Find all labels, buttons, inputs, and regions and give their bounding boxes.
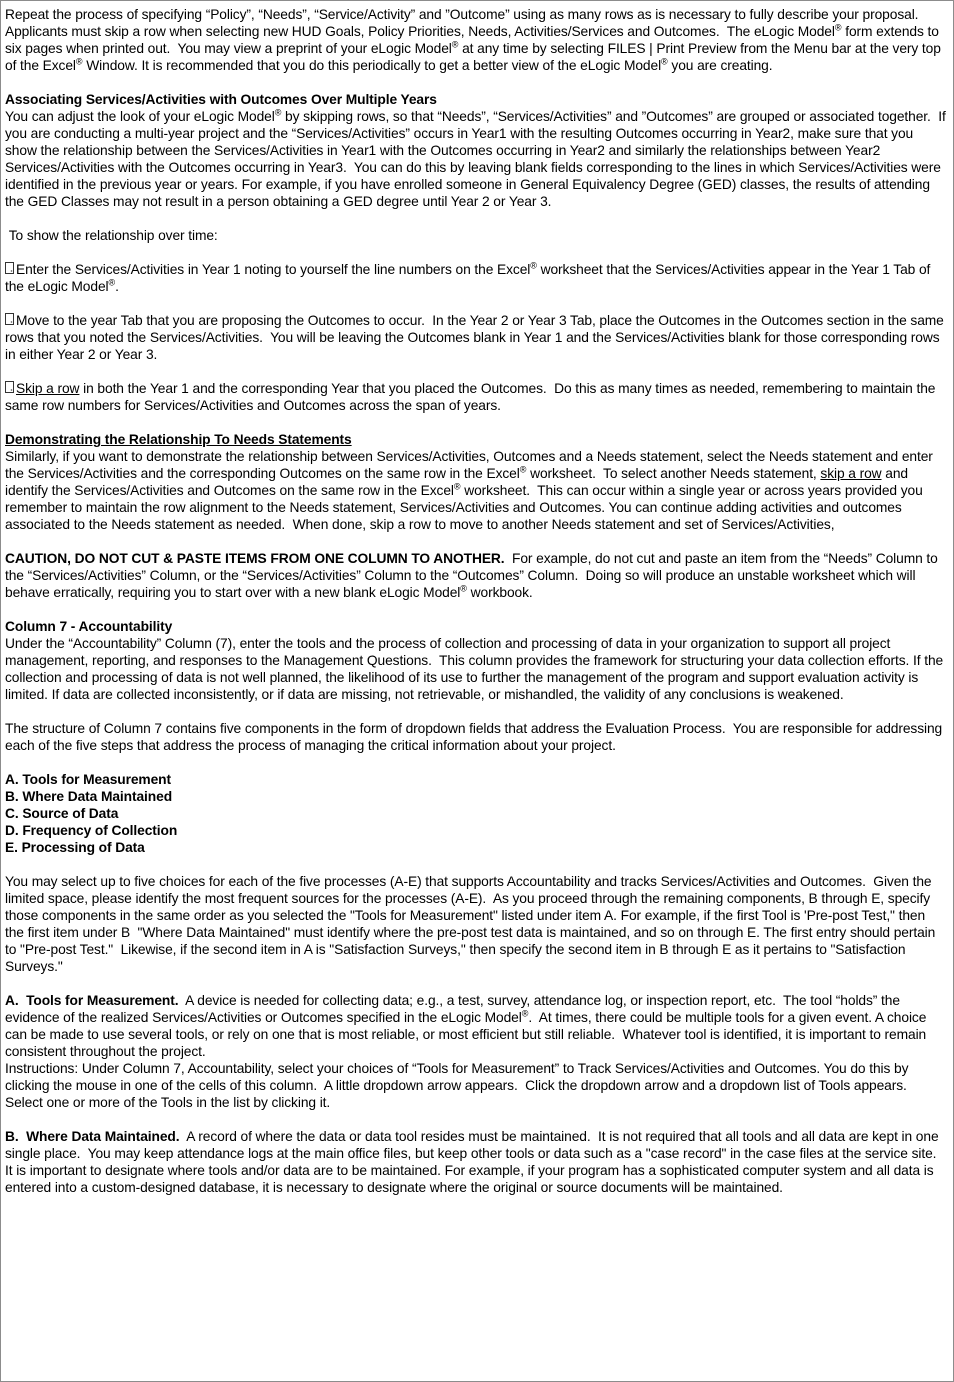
registered-trademark-sup: ® bbox=[519, 464, 527, 475]
blank-line bbox=[5, 363, 947, 380]
blank-line bbox=[5, 856, 947, 873]
list-item-e bbox=[5, 839, 947, 856]
registered-trademark-sup: ® bbox=[460, 583, 467, 594]
text-run: at any time by selecting FILES | Print Preview from the Menu bar at the very top of the Excel bbox=[5, 41, 945, 73]
text-run: D. Frequency of Collection bbox=[5, 823, 178, 838]
heading-column7 bbox=[5, 618, 947, 635]
text-run: worksheet. This can occur within a single year or across years provided you remember to maintain the row alignment to the Needs statement, Services/Activities and Outcomes. You can continue adding activities and outcomes associated to the Needs statement as needed. When done, skip a row to move to another Needs statement and set of Services/Activities, bbox=[5, 483, 927, 532]
text-run: and identify the Services/Activities and Outcomes on the same row in the Excel bbox=[5, 466, 912, 498]
bullet-move bbox=[5, 312, 947, 363]
tools-measurement-paragraph bbox=[5, 992, 947, 1060]
registered-trademark-sup: ® bbox=[451, 39, 459, 50]
text-run: form extends to six pages when printed out. You may view a preprint of your eLogic Model bbox=[5, 24, 943, 56]
missing-glyph-bullet-icon bbox=[5, 262, 14, 274]
registered-trademark-sup: ® bbox=[75, 56, 83, 67]
text-run: A. Tools for Measurement bbox=[5, 772, 171, 787]
caution-paragraph bbox=[5, 550, 947, 601]
text-run: Instructions: Under Column 7, Accountability, select your choices of “Tools for Measurement” to Track Services/Activities and Outcomes. You do this by clicking the mouse in one of the cells of this column. A little dropdown arrow appears. Click the dropdown arrow and a dropdown list of Tools appears. Select one or more of the Tools in the list by clicking it. bbox=[5, 1061, 915, 1110]
text-run: in both the Year 1 and the corresponding Year that you placed the Outcomes. Do this as many times as needed, remembering to maintain the same row numbers for Services/Activities and Outcomes across the span of years. bbox=[5, 381, 940, 413]
text-run: A. Tools for Measurement. bbox=[5, 993, 179, 1008]
text-run: Window. It is recommended that you do this periodically to get a better view of the eLogic Model bbox=[82, 58, 662, 73]
text-run: Column 7 - Accountability bbox=[5, 619, 173, 634]
text-run: E. Processing of Data bbox=[5, 840, 145, 855]
demonstrating-paragraph bbox=[5, 448, 947, 533]
blank-line bbox=[5, 74, 947, 91]
structure-paragraph bbox=[5, 720, 947, 754]
text-run: B. Where Data Maintained. bbox=[5, 1129, 180, 1144]
text-run: by skipping rows, so that “Needs”, “Services/Activities” and ”Outcomes” are grouped or associated together. If you are conducting a multi-year project and the “Services/Activities” occurs in Year1 with the resulting Outcomes occurring in Year2, make sure that you show the relationship between the Services/Activities in Year1 with the Outcomes occurring in Year2 and similarly the relationships between Year2 Services/Activities with the Outcomes occurring in Year3. You can do this by leaving blank fields corresponding to the lines in which Services/Activities were identified in the previous year or years. For example, if you have enrolled someone in General Equivalency Degree (GED) classes, the results of attending the GED Classes may not result in a person obtaining a GED degree until Year 2 or Year 3. bbox=[5, 109, 950, 209]
blank-line bbox=[5, 533, 947, 550]
list-item-a bbox=[5, 771, 947, 788]
text-run: B. Where Data Maintained bbox=[5, 789, 173, 804]
text-run: you are creating. bbox=[667, 58, 773, 73]
text-run: Associating Services/Activities with Outcomes Over Multiple Years bbox=[5, 92, 437, 107]
heading-associating bbox=[5, 91, 947, 108]
text-run: worksheet that the Services/Activities appear in the Year 1 Tab of the eLogic Model bbox=[5, 262, 935, 294]
registered-trademark-sup: ® bbox=[530, 260, 537, 271]
blank-line bbox=[5, 703, 947, 720]
text-run: worksheet. To select another Needs statement, bbox=[526, 466, 821, 481]
list-item-c bbox=[5, 805, 947, 822]
relationship-intro bbox=[5, 227, 947, 244]
registered-trademark-sup: ® bbox=[453, 481, 461, 492]
text-run: skip a row bbox=[820, 466, 882, 481]
text-run: C. Source of Data bbox=[5, 806, 119, 821]
blank-line bbox=[5, 210, 947, 227]
registered-trademark-sup: ® bbox=[108, 277, 116, 288]
registered-trademark-sup: ® bbox=[834, 22, 842, 33]
list-item-d bbox=[5, 822, 947, 839]
blank-line bbox=[5, 295, 947, 312]
text-run: Demonstrating the Relationship To Needs Statements bbox=[5, 432, 352, 447]
blank-line bbox=[5, 414, 947, 431]
text-run: A record of where the data or data tool resides must be maintained. It is not required that all tools and all data are kept in one single place. You may keep attendance logs at the main office files, but keep other tools or data such as a "case record" in the case files at the service site. It is important to designate where tools and/or data are to be maintained. For example, if your program has a sophisticated computer system and all data is entered into a custom-designed database, it is necessary to designate where the original or source documents will be maintained. bbox=[5, 1129, 944, 1195]
text-run: workbook. bbox=[466, 585, 533, 600]
registered-trademark-sup: ® bbox=[661, 56, 668, 67]
text-run: You may select up to five choices for each of the five processes (A-E) that supports Accountability and tracks Services/Activities and Outcomes. Given the limited space, please identify the most frequent sources for the processes (A-E). As you proceed through the remaining components, B through E, specify those components in the same order as you selected the "Tools for Measurement" listed under item A. For example, if the first Tool is 'Pre-post Test," then the first item under B "Where Data Maintained" must identify where the pre-post test data is maintained, and so on through E. The first entry should pertain to "Pre-post Test." Likewise, if the second item in A is "Satisfaction Surveys," then specify the second item in B through E as it pertains to "Satisfaction Surveys." bbox=[5, 874, 939, 974]
bullet-skip bbox=[5, 380, 947, 414]
tools-instructions-paragraph bbox=[5, 1060, 947, 1111]
text-run: Skip a row bbox=[16, 381, 80, 396]
column7-paragraph bbox=[5, 635, 947, 703]
heading-demonstrating bbox=[5, 431, 947, 448]
text-run: Enter the Services/Activities in Year 1 noting to yourself the line numbers on the Excel bbox=[16, 262, 531, 277]
text-run: You can adjust the look of your eLogic Model bbox=[5, 109, 275, 124]
text-run: Repeat the process of specifying “Policy”, “Needs”, “Service/Activity” and ”Outcome” using as many rows as is necessary to fully describe your proposal. Applicants must skip a row when selecting new HUD Goals, Policy Priorities, Needs, Activities/Services and Outcomes. The eLogic Model bbox=[5, 7, 926, 39]
text-run: Similarly, if you want to demonstrate the relationship between Services/Activities, Outcomes and a Needs statement, select the Needs statement and enter the Services/Activities and the corresponding Outcomes on the same row in the Excel bbox=[5, 449, 937, 481]
text-run: . bbox=[115, 279, 119, 294]
missing-glyph-bullet-icon bbox=[5, 381, 14, 393]
text-run: . At times, there could be multiple tools for a given event. A choice can be made to use several tools, or rely on one that is most reliable, or most efficient but still reliable. Whatever tool is identified, it is important to remain consistent throughout the project. bbox=[5, 1010, 931, 1059]
missing-glyph-bullet-icon bbox=[5, 313, 14, 325]
list-item-b bbox=[5, 788, 947, 805]
bullet-enter bbox=[5, 261, 947, 295]
selection-paragraph bbox=[5, 873, 947, 975]
blank-line bbox=[5, 975, 947, 992]
registered-trademark-sup: ® bbox=[521, 1008, 529, 1019]
blank-line bbox=[5, 1111, 947, 1128]
text-run: CAUTION, DO NOT CUT & PASTE ITEMS FROM ONE COLUMN TO ANOTHER. bbox=[5, 551, 505, 566]
text-run: Under the “Accountability” Column (7), enter the tools and the process of collection and processing of data in your organization to support all project management, reporting, and responses to the Management Questions. This column provides the framework for structuring your data collection efforts. If the collection and processing of data is not well planned, the likelihood of its use to further the management of the program and support evaluation activity is limited. If data are collected inconsistently, or if data are missing, not retrievable, or mishandled, the validity of any conclusions is weakened. bbox=[5, 636, 947, 702]
where-data-paragraph bbox=[5, 1128, 947, 1196]
text-run: For example, do not cut and paste an item from the “Needs” Column to the “Services/Activities” Column, or the “Services/Activities” Column to the “Outcomes” Column. Doing so will produce an unstable worksheet which will behave erratically, requiring you to start over with a new blank eLogic Model bbox=[5, 551, 942, 600]
intro-paragraph bbox=[5, 6, 947, 74]
blank-line bbox=[5, 601, 947, 618]
text-run: To show the relationship over time: bbox=[5, 228, 218, 243]
registered-trademark-sup: ® bbox=[274, 107, 282, 118]
blank-line bbox=[5, 754, 947, 771]
text-run: Move to the year Tab that you are proposing the Outcomes to occur. In the Year 2 or Year 3 Tab, place the Outcomes in the Outcomes section in the same rows that you noted the Services/Activities. You will be leaving the Outcomes blank in Year 1 and the Services/Activities blank for those corresponding rows in either Year 2 or Year 3. bbox=[5, 313, 948, 362]
text-run: The structure of Column 7 contains five components in the form of dropdown fields that address the Evaluation Process. You are responsible for addressing each of the five steps that address the process of managing the critical information about your project. bbox=[5, 721, 946, 753]
associating-paragraph bbox=[5, 107, 950, 210]
blank-line bbox=[5, 244, 947, 261]
text-run: A device is needed for collecting data; e.g., a test, survey, attendance log, or inspection report, etc. The tool “holds” the evidence of the realized Services/Activities or Outcomes specified in the eLogic Model bbox=[5, 993, 904, 1025]
